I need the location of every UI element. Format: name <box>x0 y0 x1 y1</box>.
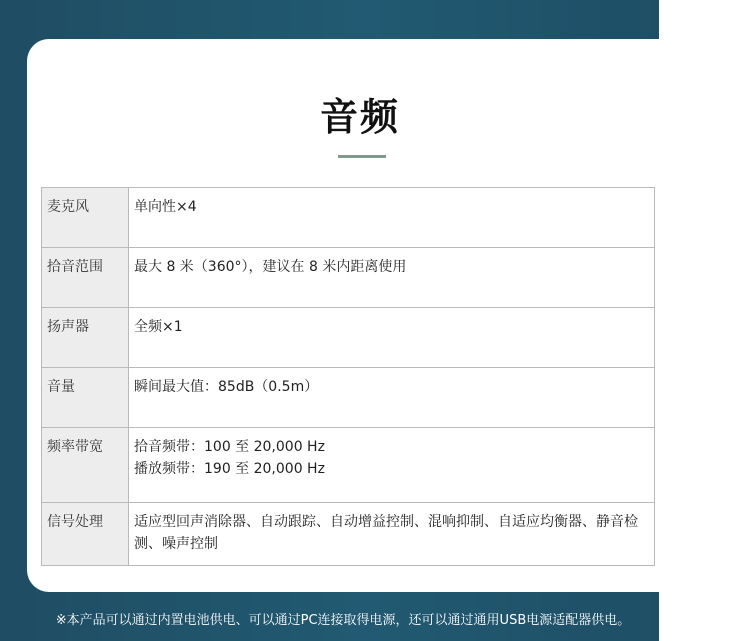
footer-note: ※本产品可以通过内置电池供电、可以通过PC连接取得电源，还可以通过通用USB电源适配器供电。 <box>55 613 631 628</box>
table-row <box>42 188 655 248</box>
row-value: 拾音频带：100 至 20,000 Hz 播放频带：190 至 20,000 Hz <box>129 428 655 503</box>
row-label: 扬声器 <box>42 308 129 368</box>
row-label: 信号处理 <box>42 503 129 566</box>
table-row <box>42 503 655 566</box>
row-value: 全频×1 <box>129 308 655 368</box>
page-title: 音频 <box>319 95 400 139</box>
row-label: 麦克风 <box>42 188 129 248</box>
spec-table <box>41 187 655 566</box>
row-label: 频率带宽 <box>42 428 129 503</box>
row-value: 适应型回声消除器、自动跟踪、自动增益控制、混响抑制、自适应均衡器、静音检测、噪声控制 <box>129 503 655 566</box>
row-label: 拾音范围 <box>42 248 129 308</box>
title-underline <box>338 155 386 158</box>
table-row <box>42 308 655 368</box>
row-label: 音量 <box>42 368 129 428</box>
row-value: 最大 8 米（360°），建议在 8 米内距离使用 <box>129 248 655 308</box>
row-value: 瞬间最大值：85dB（0.5m） <box>129 368 655 428</box>
row-value: 单向性×4 <box>129 188 655 248</box>
table-row <box>42 368 655 428</box>
table-row <box>42 428 655 503</box>
table-row <box>42 248 655 308</box>
